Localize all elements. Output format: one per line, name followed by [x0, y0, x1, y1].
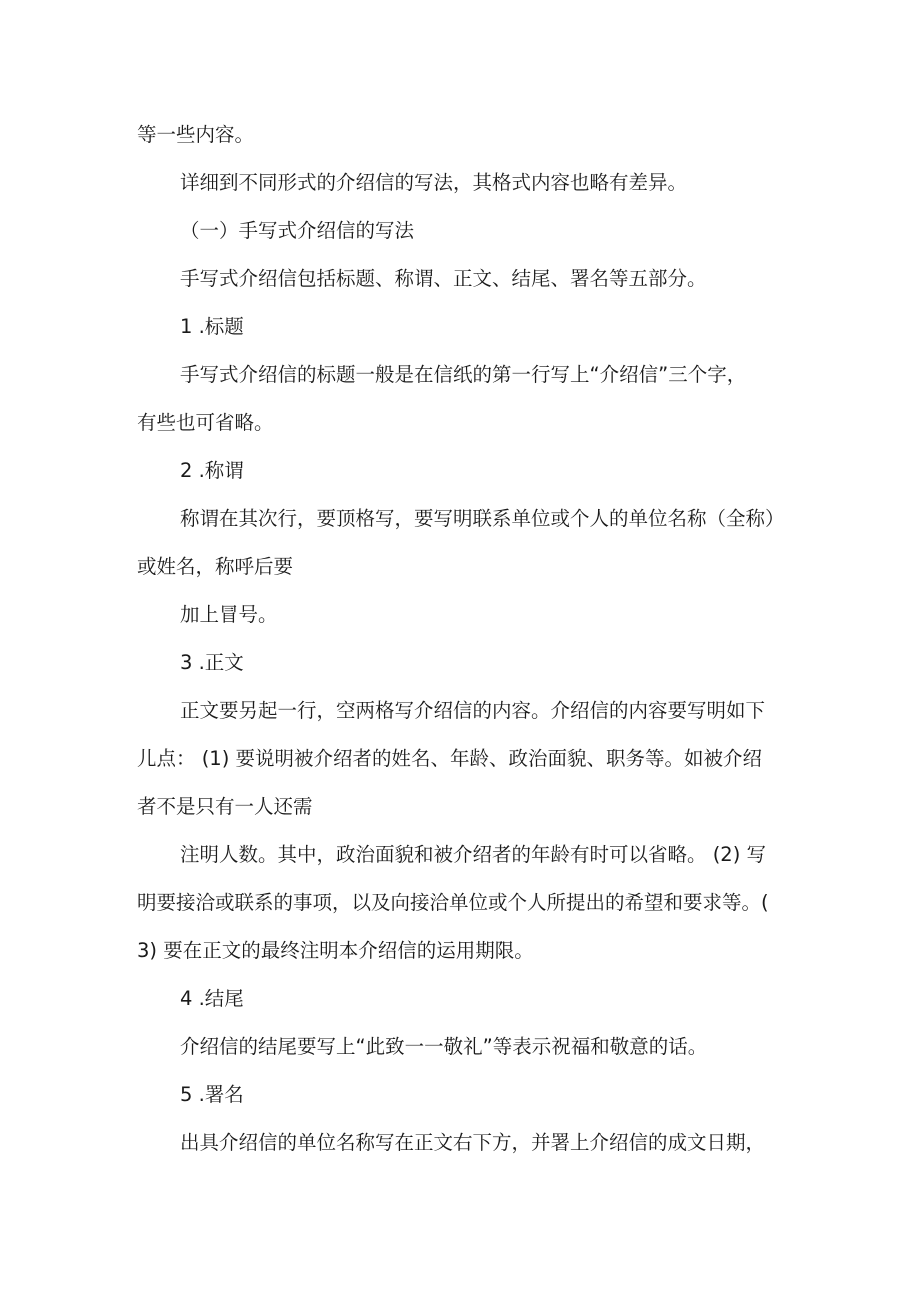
text-line: 正文要另起一行，空两格写介绍信的内容。介绍信的内容要写明如下	[180, 699, 766, 722]
text-line: 手写式介绍信的标题一般是在信纸的第一行写上“介绍信”三个字，	[180, 363, 747, 386]
text-line: 者不是只有一人还需	[137, 795, 313, 818]
text-line: 3) 要在正文的最终注明本介绍信的运用期限。	[137, 939, 534, 962]
text-line: 有些也可省略。	[137, 411, 274, 434]
text-line: 加上冒号。	[180, 603, 278, 626]
subsection-heading: 5 .署名	[180, 1083, 244, 1106]
text-line: 儿点： (1) 要说明被介绍者的姓名、年龄、政治面貌、职务等。如被介绍	[137, 747, 763, 770]
subsection-heading: 4 .结尾	[180, 987, 244, 1010]
subsection-heading: 3 .正文	[180, 651, 244, 674]
text-line: 详细到不同形式的介绍信的写法，其格式内容也略有差异。	[180, 171, 688, 194]
text-line: 或姓名，称呼后要	[137, 555, 294, 578]
text-line: 介绍信的结尾要写上“此致一一敬礼”等表示祝福和敬意的话。	[180, 1035, 708, 1058]
text-line: 称谓在其次行，要顶格写，要写明联系单位或个人的单位名称（全称）	[180, 507, 785, 530]
section-heading: （一）手写式介绍信的写法	[180, 219, 415, 242]
text-line: 明要接洽或联系的事项，以及向接洽单位或个人所提出的希望和要求等。(	[137, 891, 769, 914]
text-line: 注明人数。其中，政治面貌和被介绍者的年龄有时可以省略。 (2) 写	[180, 843, 767, 866]
subsection-heading: 1 .标题	[180, 315, 244, 338]
text-line: 手写式介绍信包括标题、称谓、正文、结尾、署名等五部分。	[180, 267, 707, 290]
text-line: 出具介绍信的单位名称写在正文右下方，并署上介绍信的成文日期，	[180, 1131, 766, 1154]
text-line: 等一些内容。	[137, 123, 255, 146]
subsection-heading: 2 .称谓	[180, 459, 244, 482]
